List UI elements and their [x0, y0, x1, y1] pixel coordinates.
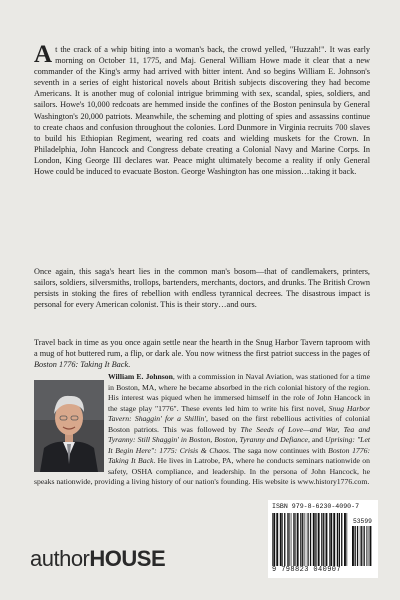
barcode-bar — [323, 513, 324, 566]
author-bio — [34, 372, 370, 488]
book-title-reference: Boston 1776: Taking It Back — [34, 360, 129, 370]
barcode-bar — [293, 513, 294, 566]
barcode-bar — [337, 513, 338, 566]
barcode-bar — [291, 513, 292, 566]
barcode-bar — [307, 513, 308, 566]
barcode-bar — [330, 513, 332, 566]
blurb-paragraph-1 — [34, 41, 370, 177]
blurb-paragraph-3 — [34, 337, 370, 370]
barcode-bar — [329, 513, 330, 566]
barcode-bar — [308, 513, 309, 566]
barcode-bar — [280, 513, 282, 566]
drop-cap: A — [34, 41, 53, 68]
barcode-bar — [302, 513, 303, 566]
barcode-bar — [288, 513, 289, 566]
barcode-bar — [294, 513, 295, 566]
barcode-digits: 9 798823 040907 — [272, 566, 342, 574]
bio-text-5: . He lives in Latrobe, PA, where he conducts seminars nationwide on safety, OSHA compliance, and leadership. In the persona of John Hancock, he speaks nationwide, providing a living history of our nation's founding. His website is www.history1776.com. — [34, 456, 370, 486]
bio-text-1: , with a commission in Naval Aviation, was stationed for a time in Boston, MA, where he became absorbed in the rich colonial history of the region. His interest was piqued when he immersed himself in the role of John Hancock in the stage play "1776". These events led him to write his first novel, — [108, 372, 370, 413]
barcode-bars — [272, 513, 350, 566]
barcode-bar — [370, 526, 372, 566]
barcode-bar — [297, 513, 299, 566]
barcode-bar — [284, 513, 285, 566]
barcode-bar — [305, 513, 306, 566]
barcode-bar — [368, 526, 369, 566]
bio-text-3: , and — [307, 435, 326, 444]
barcode-bar — [352, 526, 354, 566]
barcode-bar — [326, 513, 328, 566]
barcode-bar — [315, 513, 316, 566]
blurb-text-1: t the crack of a whip biting into a woman's back, the crowd yelled, "Huzzah!". It was early morning on October 11, 1775, and Maj. General William Howe made it clear that a new commander of the King's army had arrived with bitter intent. And so begins William E. Johnson's seventh in a series of eight historical novels about British subjects discovering they had become Americans. It is another mug of colonial intrigue brimming with sex, scandal, spies, soldiers, and sailors. Howe's 10,000 redcoats are hemmed inside the confines of the Boston peninsula by General Washington's 20,000 patriots. Meanwhile, the scheming and plotting of spies and assassins continue to create chaos and confusion throughout the colonies. Lord Dunmore in Virginia recruits 700 slaves to build his Ethiopian Regiment, wearing red coats and wielding muskets for the Crown. In Philadelphia, John Hancock and Congress debate creating a Colonial Navy and Marine Corps. In London, King George III declares war. Peace might ultimately become a reality if only General Howe could be induced to evacuate Boston. George Washington has one mission…taking it back. — [34, 45, 370, 177]
bio-book-2: The Seeds of Love—and War, Tea and Tyranny: Still Shaggin' in Boston, Boston, Tyranny and Defiance — [108, 424, 371, 444]
price-code: 53599 — [353, 518, 372, 525]
blurb-text-3-end: . — [128, 360, 131, 370]
publisher-logo-part1: author — [30, 546, 90, 571]
blurb-text-3: Travel back in time as you once again settle near the hearth in the Snug Harbor Tavern taproom with a mug of hot buttered rum, a flip, or dark ale. You now witness the first patriot success in the pages of — [34, 338, 370, 359]
publisher-logo — [30, 546, 165, 572]
barcode-bar — [355, 526, 356, 566]
bio-book-4: Boston 1776: Taking It Back — [108, 445, 371, 465]
barcode-bar — [273, 513, 275, 566]
barcode-bar — [364, 526, 365, 566]
barcode-bar — [333, 513, 335, 566]
bio-text-2: , based on the first rebellious activities of colonial Boston patriots. This was followed by — [108, 414, 370, 434]
barcode-bar — [276, 513, 278, 566]
barcode-bar — [318, 513, 320, 566]
barcode-bar — [300, 513, 301, 566]
barcode-bar — [341, 513, 342, 566]
bio-book-1: Snug Harbor Tavern: Shaggin' for a Shillin' — [108, 403, 370, 423]
barcode-addon-bars — [352, 526, 376, 566]
barcode-bar — [321, 513, 322, 566]
bio-book-3: Uprising: "Let It Begin Here": 1775: Crisis & Chaos — [108, 435, 371, 455]
barcode-bar — [360, 526, 361, 566]
barcode-bar — [287, 513, 288, 566]
barcode-bar — [361, 526, 362, 566]
bio-text-4: . The saga now continues with — [228, 445, 329, 455]
blurb-paragraph-2: Once again, this saga's heart lies in the common man's bosom—that of candlemakers, printers, sailors, soldiers, silversmiths, trollops, bartenders, merchants, doctors, and drunks. The British Crown persists in stoking the fires of rebellion with endless tyrannical decrees. The disastrous impact is personal for every American colonist. This is their story…and ours. — [34, 267, 370, 310]
barcode-bar — [310, 513, 311, 566]
barcode-bar — [344, 513, 346, 566]
publisher-logo-part2: HOUSE — [89, 546, 166, 571]
barcode-bar — [272, 513, 273, 566]
barcode-bar — [347, 513, 348, 566]
isbn-label: ISBN 979-8-6230-4090-7 — [272, 503, 360, 510]
barcode-bar — [339, 513, 340, 566]
barcode-bar — [366, 526, 367, 566]
barcode-bar — [282, 513, 283, 566]
barcode-bar — [357, 526, 358, 566]
barcode-bar — [313, 513, 315, 566]
author-name: William E. Johnson — [108, 372, 173, 381]
